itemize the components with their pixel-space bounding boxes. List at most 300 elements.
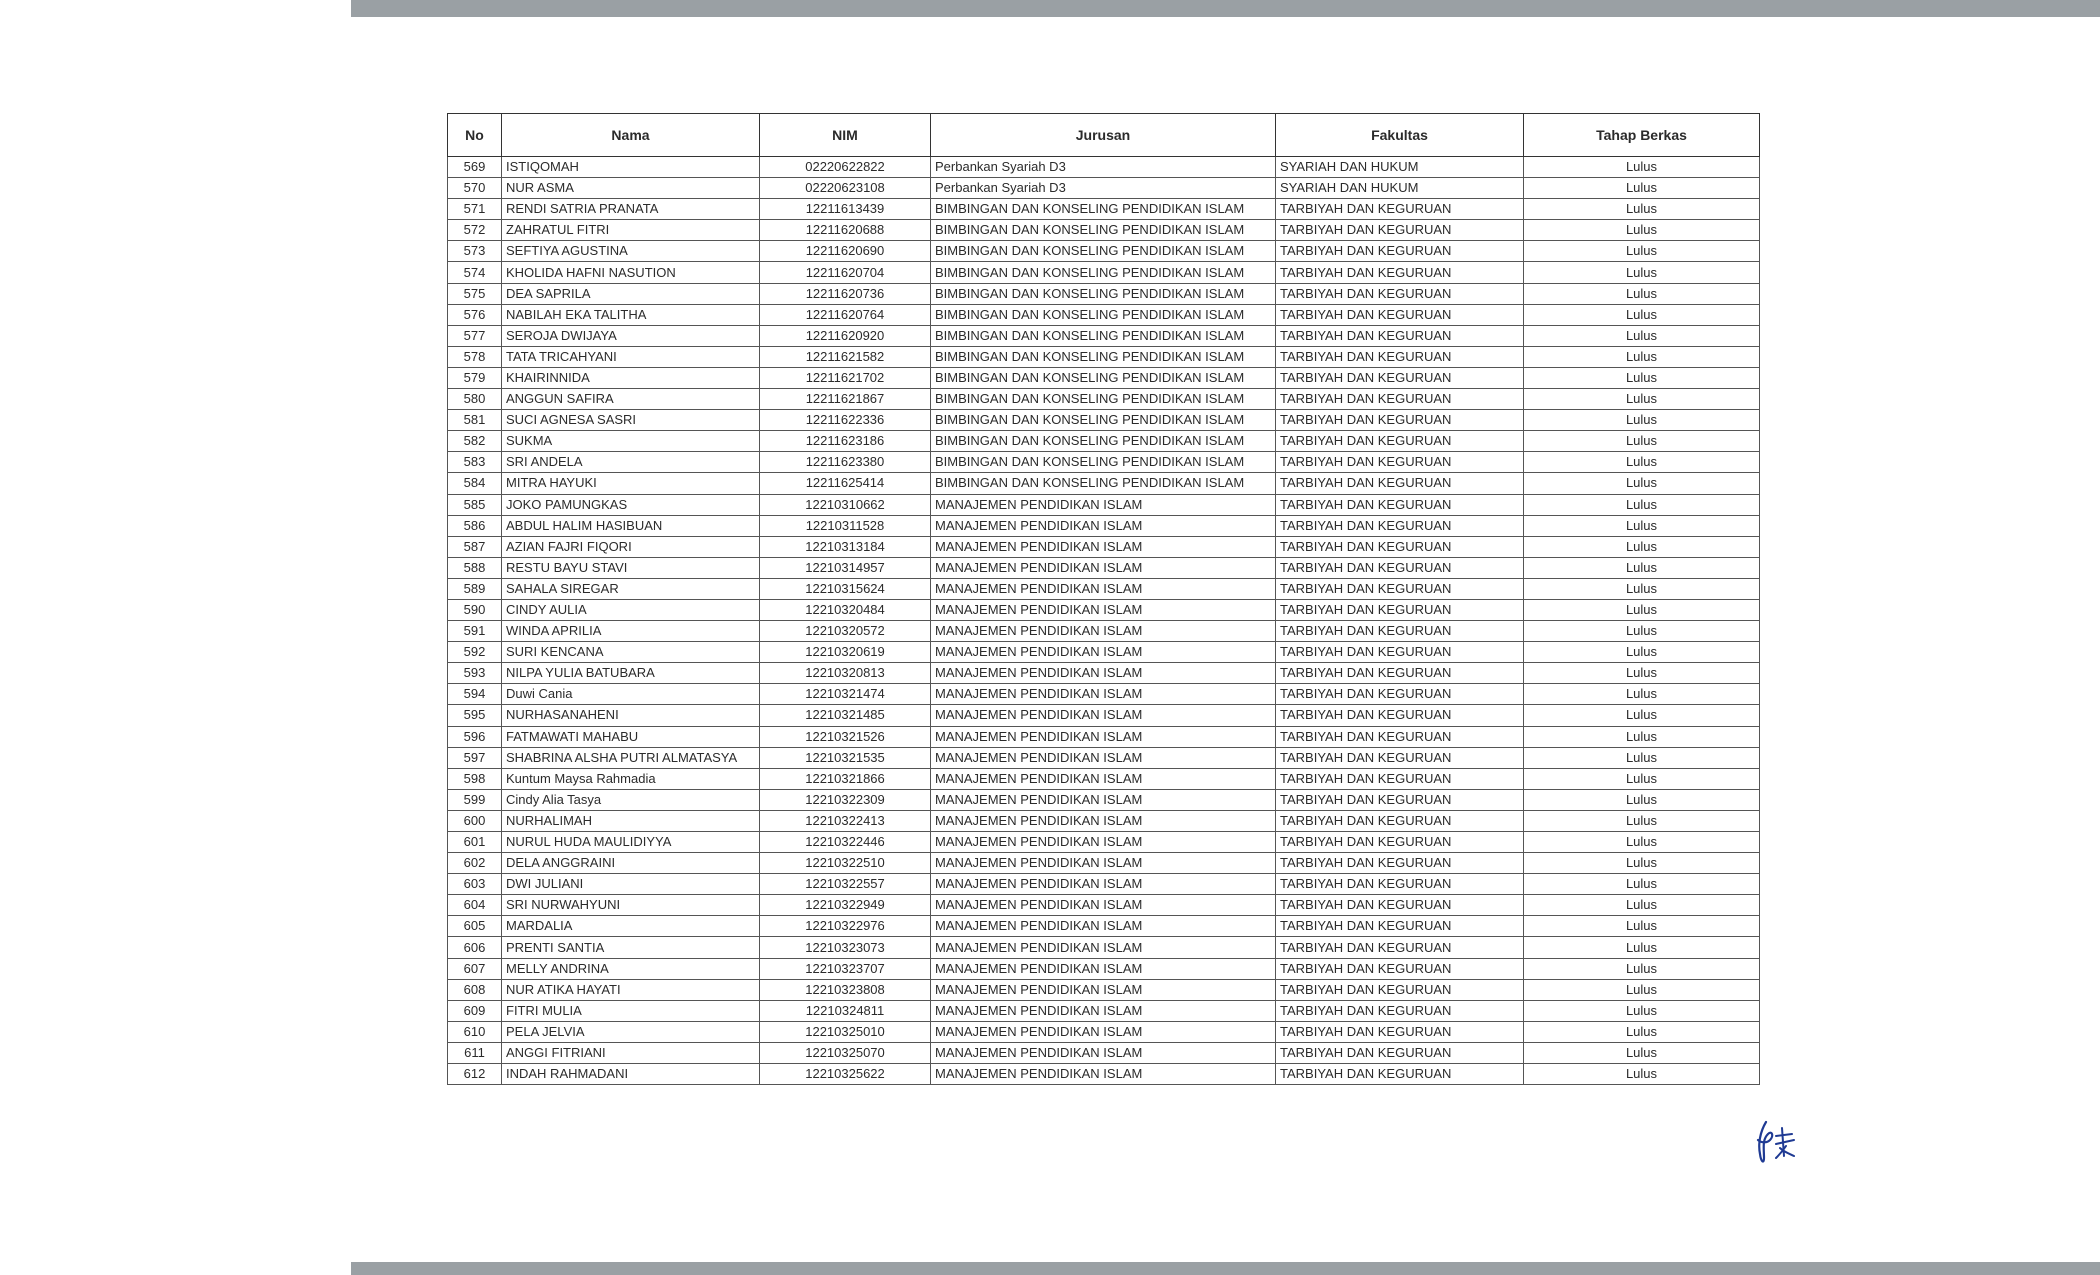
table-row [448, 157, 1760, 178]
cell-fakultas: TARBIYAH DAN KEGURUAN [1276, 916, 1524, 937]
cell-tahap-berkas: Lulus [1524, 726, 1760, 747]
cell-tahap-berkas: Lulus [1524, 832, 1760, 853]
cell-jurusan: MANAJEMEN PENDIDIKAN ISLAM [931, 979, 1276, 1000]
cell-no: 609 [448, 1000, 502, 1021]
cell-fakultas: SYARIAH DAN HUKUM [1276, 157, 1524, 178]
cell-nim: 12210322949 [760, 895, 931, 916]
header-nim: NIM [760, 114, 931, 157]
cell-tahap-berkas: Lulus [1524, 367, 1760, 388]
cell-jurusan: MANAJEMEN PENDIDIKAN ISLAM [931, 832, 1276, 853]
cell-nama: ZAHRATUL FITRI [502, 220, 760, 241]
cell-nama: SHABRINA ALSHA PUTRI ALMATASYA [502, 747, 760, 768]
cell-tahap-berkas: Lulus [1524, 705, 1760, 726]
table-row [448, 473, 1760, 494]
cell-nim: 12210321866 [760, 768, 931, 789]
cell-no: 576 [448, 304, 502, 325]
table-row [448, 663, 1760, 684]
cell-nim: 12210322976 [760, 916, 931, 937]
cell-nama: DWI JULIANI [502, 874, 760, 895]
table-row [448, 768, 1760, 789]
cell-jurusan: BIMBINGAN DAN KONSELING PENDIDIKAN ISLAM [931, 325, 1276, 346]
table-row [448, 431, 1760, 452]
table-row [448, 578, 1760, 599]
table-row [448, 220, 1760, 241]
cell-tahap-berkas: Lulus [1524, 473, 1760, 494]
cell-jurusan: MANAJEMEN PENDIDIKAN ISLAM [931, 642, 1276, 663]
header-fakultas: Fakultas [1276, 114, 1524, 157]
cell-jurusan: BIMBINGAN DAN KONSELING PENDIDIKAN ISLAM [931, 220, 1276, 241]
cell-fakultas: TARBIYAH DAN KEGURUAN [1276, 346, 1524, 367]
cell-fakultas: TARBIYAH DAN KEGURUAN [1276, 979, 1524, 1000]
graduation-results-table [447, 113, 1760, 1085]
cell-jurusan: MANAJEMEN PENDIDIKAN ISLAM [931, 1000, 1276, 1021]
cell-jurusan: Perbankan Syariah D3 [931, 178, 1276, 199]
table-row [448, 1064, 1760, 1085]
cell-no: 570 [448, 178, 502, 199]
cell-fakultas: TARBIYAH DAN KEGURUAN [1276, 599, 1524, 620]
cell-nama: MELLY ANDRINA [502, 958, 760, 979]
cell-no: 583 [448, 452, 502, 473]
cell-jurusan: BIMBINGAN DAN KONSELING PENDIDIKAN ISLAM [931, 431, 1276, 452]
cell-tahap-berkas: Lulus [1524, 220, 1760, 241]
table-row [448, 684, 1760, 705]
cell-nim: 12210320619 [760, 642, 931, 663]
table-row [448, 599, 1760, 620]
cell-jurusan: MANAJEMEN PENDIDIKAN ISLAM [931, 578, 1276, 599]
scan-border-bottom [351, 1262, 2100, 1275]
cell-tahap-berkas: Lulus [1524, 1000, 1760, 1021]
cell-nim: 12210321485 [760, 705, 931, 726]
cell-tahap-berkas: Lulus [1524, 431, 1760, 452]
cell-nim: 12210324811 [760, 1000, 931, 1021]
cell-no: 603 [448, 874, 502, 895]
cell-jurusan: MANAJEMEN PENDIDIKAN ISLAM [931, 1064, 1276, 1085]
cell-no: 584 [448, 473, 502, 494]
table-row [448, 494, 1760, 515]
cell-tahap-berkas: Lulus [1524, 599, 1760, 620]
cell-nama: AZIAN FAJRI FIQORI [502, 536, 760, 557]
cell-nama: ABDUL HALIM HASIBUAN [502, 515, 760, 536]
cell-no: 585 [448, 494, 502, 515]
cell-no: 590 [448, 599, 502, 620]
cell-tahap-berkas: Lulus [1524, 874, 1760, 895]
cell-jurusan: BIMBINGAN DAN KONSELING PENDIDIKAN ISLAM [931, 367, 1276, 388]
cell-nama: INDAH RAHMADANI [502, 1064, 760, 1085]
table-row [448, 895, 1760, 916]
cell-nama: MARDALIA [502, 916, 760, 937]
table-row [448, 262, 1760, 283]
cell-jurusan: MANAJEMEN PENDIDIKAN ISLAM [931, 1021, 1276, 1042]
table-row [448, 810, 1760, 831]
cell-no: 596 [448, 726, 502, 747]
cell-tahap-berkas: Lulus [1524, 747, 1760, 768]
cell-tahap-berkas: Lulus [1524, 684, 1760, 705]
cell-tahap-berkas: Lulus [1524, 178, 1760, 199]
table-row [448, 389, 1760, 410]
cell-nim: 12210325010 [760, 1021, 931, 1042]
table-row [448, 726, 1760, 747]
cell-nim: 12211625414 [760, 473, 931, 494]
cell-nim: 12210321474 [760, 684, 931, 705]
cell-tahap-berkas: Lulus [1524, 557, 1760, 578]
cell-nama: SURI KENCANA [502, 642, 760, 663]
cell-jurusan: BIMBINGAN DAN KONSELING PENDIDIKAN ISLAM [931, 262, 1276, 283]
table-row [448, 937, 1760, 958]
table-row [448, 747, 1760, 768]
cell-jurusan: BIMBINGAN DAN KONSELING PENDIDIKAN ISLAM [931, 473, 1276, 494]
cell-jurusan: BIMBINGAN DAN KONSELING PENDIDIKAN ISLAM [931, 452, 1276, 473]
cell-tahap-berkas: Lulus [1524, 262, 1760, 283]
cell-no: 582 [448, 431, 502, 452]
cell-nim: 12211621867 [760, 389, 931, 410]
cell-nama: DELA ANGGRAINI [502, 853, 760, 874]
cell-jurusan: MANAJEMEN PENDIDIKAN ISLAM [931, 853, 1276, 874]
cell-jurusan: MANAJEMEN PENDIDIKAN ISLAM [931, 515, 1276, 536]
cell-no: 601 [448, 832, 502, 853]
cell-nim: 12210325070 [760, 1042, 931, 1063]
cell-nim: 12211620764 [760, 304, 931, 325]
cell-no: 575 [448, 283, 502, 304]
cell-tahap-berkas: Lulus [1524, 410, 1760, 431]
cell-tahap-berkas: Lulus [1524, 663, 1760, 684]
scan-border-top [351, 0, 2100, 17]
cell-no: 591 [448, 621, 502, 642]
cell-tahap-berkas: Lulus [1524, 452, 1760, 473]
cell-jurusan: MANAJEMEN PENDIDIKAN ISLAM [931, 663, 1276, 684]
cell-no: 593 [448, 663, 502, 684]
cell-fakultas: TARBIYAH DAN KEGURUAN [1276, 705, 1524, 726]
cell-tahap-berkas: Lulus [1524, 389, 1760, 410]
cell-nim: 12211621582 [760, 346, 931, 367]
cell-no: 592 [448, 642, 502, 663]
header-no: No [448, 114, 502, 157]
cell-nama: NILPA YULIA BATUBARA [502, 663, 760, 684]
table-row [448, 705, 1760, 726]
cell-nama: NURUL HUDA MAULIDIYYA [502, 832, 760, 853]
cell-nim: 12210322309 [760, 789, 931, 810]
cell-fakultas: TARBIYAH DAN KEGURUAN [1276, 684, 1524, 705]
table-row [448, 410, 1760, 431]
cell-tahap-berkas: Lulus [1524, 895, 1760, 916]
cell-tahap-berkas: Lulus [1524, 515, 1760, 536]
cell-no: 574 [448, 262, 502, 283]
cell-jurusan: MANAJEMEN PENDIDIKAN ISLAM [931, 810, 1276, 831]
cell-no: 610 [448, 1021, 502, 1042]
cell-no: 605 [448, 916, 502, 937]
cell-nim: 12210323808 [760, 979, 931, 1000]
cell-tahap-berkas: Lulus [1524, 578, 1760, 599]
cell-no: 589 [448, 578, 502, 599]
cell-fakultas: TARBIYAH DAN KEGURUAN [1276, 958, 1524, 979]
cell-nama: NURHASANAHENI [502, 705, 760, 726]
cell-fakultas: TARBIYAH DAN KEGURUAN [1276, 832, 1524, 853]
cell-no: 578 [448, 346, 502, 367]
cell-jurusan: MANAJEMEN PENDIDIKAN ISLAM [931, 895, 1276, 916]
cell-tahap-berkas: Lulus [1524, 958, 1760, 979]
cell-nama: DEA SAPRILA [502, 283, 760, 304]
table-row [448, 557, 1760, 578]
cell-tahap-berkas: Lulus [1524, 621, 1760, 642]
cell-nim: 12210310662 [760, 494, 931, 515]
cell-tahap-berkas: Lulus [1524, 325, 1760, 346]
table-row [448, 346, 1760, 367]
table-row [448, 283, 1760, 304]
cell-nim: 12211623186 [760, 431, 931, 452]
cell-no: 606 [448, 937, 502, 958]
cell-nama: NABILAH EKA TALITHA [502, 304, 760, 325]
cell-nim: 12211620704 [760, 262, 931, 283]
table-row [448, 642, 1760, 663]
cell-nim: 12210325622 [760, 1064, 931, 1085]
cell-fakultas: TARBIYAH DAN KEGURUAN [1276, 473, 1524, 494]
cell-fakultas: TARBIYAH DAN KEGURUAN [1276, 557, 1524, 578]
cell-no: 594 [448, 684, 502, 705]
cell-fakultas: TARBIYAH DAN KEGURUAN [1276, 515, 1524, 536]
cell-nim: 12211623380 [760, 452, 931, 473]
cell-nim: 12210320484 [760, 599, 931, 620]
cell-fakultas: TARBIYAH DAN KEGURUAN [1276, 642, 1524, 663]
cell-fakultas: TARBIYAH DAN KEGURUAN [1276, 768, 1524, 789]
cell-nim: 12211620688 [760, 220, 931, 241]
table-row [448, 853, 1760, 874]
cell-no: 599 [448, 789, 502, 810]
header-jurusan: Jurusan [931, 114, 1276, 157]
table-row [448, 241, 1760, 262]
cell-no: 598 [448, 768, 502, 789]
cell-nama: NUR ASMA [502, 178, 760, 199]
cell-no: 572 [448, 220, 502, 241]
cell-jurusan: MANAJEMEN PENDIDIKAN ISLAM [931, 747, 1276, 768]
cell-no: 604 [448, 895, 502, 916]
cell-jurusan: BIMBINGAN DAN KONSELING PENDIDIKAN ISLAM [931, 304, 1276, 325]
cell-fakultas: TARBIYAH DAN KEGURUAN [1276, 304, 1524, 325]
cell-fakultas: TARBIYAH DAN KEGURUAN [1276, 578, 1524, 599]
table-row [448, 536, 1760, 557]
cell-no: 580 [448, 389, 502, 410]
cell-nim: 12210322413 [760, 810, 931, 831]
cell-nim: 12211620920 [760, 325, 931, 346]
cell-nama: ANGGUN SAFIRA [502, 389, 760, 410]
table-row [448, 304, 1760, 325]
cell-no: 608 [448, 979, 502, 1000]
cell-nim: 12210323707 [760, 958, 931, 979]
cell-jurusan: MANAJEMEN PENDIDIKAN ISLAM [931, 684, 1276, 705]
cell-no: 586 [448, 515, 502, 536]
cell-nama: ANGGI FITRIANI [502, 1042, 760, 1063]
cell-fakultas: TARBIYAH DAN KEGURUAN [1276, 367, 1524, 388]
cell-nama: FITRI MULIA [502, 1000, 760, 1021]
table-row [448, 621, 1760, 642]
table-row [448, 916, 1760, 937]
cell-nama: FATMAWATI MAHABU [502, 726, 760, 747]
cell-nim: 12210320813 [760, 663, 931, 684]
table-row [448, 367, 1760, 388]
cell-nama: SEFTIYA AGUSTINA [502, 241, 760, 262]
cell-jurusan: Perbankan Syariah D3 [931, 157, 1276, 178]
header-tahap-berkas: Tahap Berkas [1524, 114, 1760, 157]
cell-fakultas: TARBIYAH DAN KEGURUAN [1276, 283, 1524, 304]
cell-fakultas: TARBIYAH DAN KEGURUAN [1276, 1021, 1524, 1042]
cell-fakultas: TARBIYAH DAN KEGURUAN [1276, 262, 1524, 283]
cell-nama: NUR ATIKA HAYATI [502, 979, 760, 1000]
table-row [448, 1021, 1760, 1042]
cell-nama: KHAIRINNIDA [502, 367, 760, 388]
table-row [448, 199, 1760, 220]
cell-jurusan: MANAJEMEN PENDIDIKAN ISLAM [931, 536, 1276, 557]
cell-jurusan: MANAJEMEN PENDIDIKAN ISLAM [931, 916, 1276, 937]
cell-fakultas: TARBIYAH DAN KEGURUAN [1276, 199, 1524, 220]
cell-tahap-berkas: Lulus [1524, 304, 1760, 325]
table-row [448, 789, 1760, 810]
table-row [448, 452, 1760, 473]
cell-nim: 12210321535 [760, 747, 931, 768]
cell-tahap-berkas: Lulus [1524, 853, 1760, 874]
cell-no: 612 [448, 1064, 502, 1085]
cell-jurusan: MANAJEMEN PENDIDIKAN ISLAM [931, 621, 1276, 642]
cell-tahap-berkas: Lulus [1524, 494, 1760, 515]
cell-tahap-berkas: Lulus [1524, 241, 1760, 262]
cell-nim: 12210320572 [760, 621, 931, 642]
table-row [448, 832, 1760, 853]
cell-nim: 02220623108 [760, 178, 931, 199]
cell-fakultas: TARBIYAH DAN KEGURUAN [1276, 1042, 1524, 1063]
cell-nim: 12210322557 [760, 874, 931, 895]
cell-no: 607 [448, 958, 502, 979]
table-row [448, 1000, 1760, 1021]
cell-fakultas: SYARIAH DAN HUKUM [1276, 178, 1524, 199]
cell-fakultas: TARBIYAH DAN KEGURUAN [1276, 452, 1524, 473]
cell-nama: RENDI SATRIA PRANATA [502, 199, 760, 220]
cell-tahap-berkas: Lulus [1524, 916, 1760, 937]
cell-fakultas: TARBIYAH DAN KEGURUAN [1276, 937, 1524, 958]
cell-jurusan: BIMBINGAN DAN KONSELING PENDIDIKAN ISLAM [931, 389, 1276, 410]
cell-fakultas: TARBIYAH DAN KEGURUAN [1276, 431, 1524, 452]
cell-jurusan: BIMBINGAN DAN KONSELING PENDIDIKAN ISLAM [931, 241, 1276, 262]
cell-tahap-berkas: Lulus [1524, 1042, 1760, 1063]
cell-fakultas: TARBIYAH DAN KEGURUAN [1276, 241, 1524, 262]
cell-fakultas: TARBIYAH DAN KEGURUAN [1276, 621, 1524, 642]
cell-jurusan: MANAJEMEN PENDIDIKAN ISLAM [931, 599, 1276, 620]
cell-jurusan: MANAJEMEN PENDIDIKAN ISLAM [931, 726, 1276, 747]
cell-no: 573 [448, 241, 502, 262]
cell-no: 569 [448, 157, 502, 178]
cell-tahap-berkas: Lulus [1524, 199, 1760, 220]
cell-nim: 12210311528 [760, 515, 931, 536]
cell-nim: 12211620690 [760, 241, 931, 262]
cell-nama: RESTU BAYU STAVI [502, 557, 760, 578]
signature-mark [1752, 1118, 1812, 1168]
cell-nama: CINDY AULIA [502, 599, 760, 620]
cell-nama: JOKO PAMUNGKAS [502, 494, 760, 515]
cell-jurusan: MANAJEMEN PENDIDIKAN ISLAM [931, 557, 1276, 578]
table-row [448, 979, 1760, 1000]
cell-fakultas: TARBIYAH DAN KEGURUAN [1276, 1000, 1524, 1021]
cell-nim: 12210313184 [760, 536, 931, 557]
cell-nama: Duwi Cania [502, 684, 760, 705]
table-row [448, 325, 1760, 346]
cell-nama: SEROJA DWIJAYA [502, 325, 760, 346]
cell-nim: 12210321526 [760, 726, 931, 747]
cell-fakultas: TARBIYAH DAN KEGURUAN [1276, 663, 1524, 684]
cell-nama: PELA JELVIA [502, 1021, 760, 1042]
cell-fakultas: TARBIYAH DAN KEGURUAN [1276, 895, 1524, 916]
cell-no: 595 [448, 705, 502, 726]
cell-nama: ISTIQOMAH [502, 157, 760, 178]
cell-jurusan: MANAJEMEN PENDIDIKAN ISLAM [931, 958, 1276, 979]
cell-nim: 12210314957 [760, 557, 931, 578]
cell-jurusan: MANAJEMEN PENDIDIKAN ISLAM [931, 1042, 1276, 1063]
cell-nim: 12211620736 [760, 283, 931, 304]
header-nama: Nama [502, 114, 760, 157]
cell-nama: PRENTI SANTIA [502, 937, 760, 958]
table-row [448, 874, 1760, 895]
cell-nama: WINDA APRILIA [502, 621, 760, 642]
cell-no: 587 [448, 536, 502, 557]
table-header-row [448, 114, 1760, 157]
cell-jurusan: MANAJEMEN PENDIDIKAN ISLAM [931, 768, 1276, 789]
cell-jurusan: BIMBINGAN DAN KONSELING PENDIDIKAN ISLAM [931, 410, 1276, 431]
cell-jurusan: MANAJEMEN PENDIDIKAN ISLAM [931, 874, 1276, 895]
cell-fakultas: TARBIYAH DAN KEGURUAN [1276, 325, 1524, 346]
cell-tahap-berkas: Lulus [1524, 979, 1760, 1000]
cell-tahap-berkas: Lulus [1524, 536, 1760, 557]
cell-jurusan: MANAJEMEN PENDIDIKAN ISLAM [931, 705, 1276, 726]
cell-fakultas: TARBIYAH DAN KEGURUAN [1276, 853, 1524, 874]
table-body [448, 157, 1760, 1085]
cell-nama: NURHALIMAH [502, 810, 760, 831]
cell-tahap-berkas: Lulus [1524, 283, 1760, 304]
table-row [448, 1042, 1760, 1063]
cell-tahap-berkas: Lulus [1524, 1021, 1760, 1042]
cell-nama: Kuntum Maysa Rahmadia [502, 768, 760, 789]
cell-nim: 02220622822 [760, 157, 931, 178]
cell-tahap-berkas: Lulus [1524, 346, 1760, 367]
cell-no: 581 [448, 410, 502, 431]
cell-fakultas: TARBIYAH DAN KEGURUAN [1276, 494, 1524, 515]
cell-tahap-berkas: Lulus [1524, 157, 1760, 178]
scan-margin-left [0, 0, 351, 1275]
cell-no: 600 [448, 810, 502, 831]
cell-jurusan: MANAJEMEN PENDIDIKAN ISLAM [931, 789, 1276, 810]
cell-fakultas: TARBIYAH DAN KEGURUAN [1276, 810, 1524, 831]
cell-fakultas: TARBIYAH DAN KEGURUAN [1276, 1064, 1524, 1085]
cell-nim: 12210322510 [760, 853, 931, 874]
cell-no: 611 [448, 1042, 502, 1063]
cell-fakultas: TARBIYAH DAN KEGURUAN [1276, 536, 1524, 557]
cell-nama: SUKMA [502, 431, 760, 452]
cell-no: 579 [448, 367, 502, 388]
cell-jurusan: BIMBINGAN DAN KONSELING PENDIDIKAN ISLAM [931, 283, 1276, 304]
cell-nama: SUCI AGNESA SASRI [502, 410, 760, 431]
cell-nama: SRI ANDELA [502, 452, 760, 473]
cell-fakultas: TARBIYAH DAN KEGURUAN [1276, 874, 1524, 895]
cell-jurusan: MANAJEMEN PENDIDIKAN ISLAM [931, 937, 1276, 958]
table-row [448, 178, 1760, 199]
cell-jurusan: BIMBINGAN DAN KONSELING PENDIDIKAN ISLAM [931, 346, 1276, 367]
cell-nama: SRI NURWAHYUNI [502, 895, 760, 916]
cell-tahap-berkas: Lulus [1524, 810, 1760, 831]
cell-nim: 12211622336 [760, 410, 931, 431]
cell-no: 588 [448, 557, 502, 578]
cell-tahap-berkas: Lulus [1524, 789, 1760, 810]
cell-nim: 12211613439 [760, 199, 931, 220]
cell-no: 602 [448, 853, 502, 874]
cell-nim: 12210315624 [760, 578, 931, 599]
cell-fakultas: TARBIYAH DAN KEGURUAN [1276, 747, 1524, 768]
cell-fakultas: TARBIYAH DAN KEGURUAN [1276, 410, 1524, 431]
cell-tahap-berkas: Lulus [1524, 768, 1760, 789]
cell-tahap-berkas: Lulus [1524, 937, 1760, 958]
